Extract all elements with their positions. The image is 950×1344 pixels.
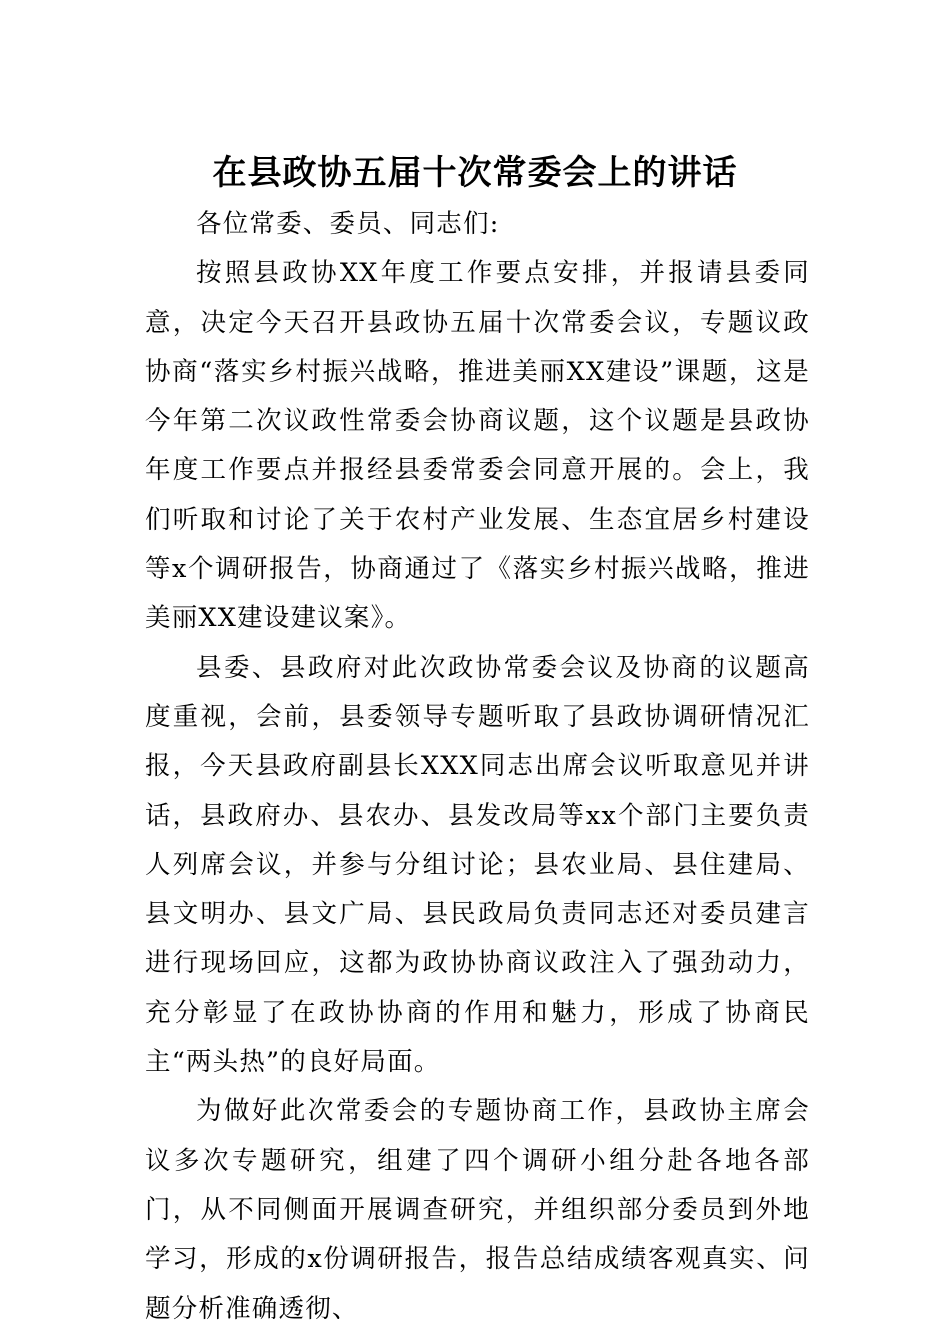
salutation-paragraph: 各位常委、委员、同志们: <box>196 209 500 239</box>
body-paragraph: 为做好此次常委会的专题协商工作，县政协主席会议多次专题研究，组建了四个调研小组分赴各地各部门，从不同侧面开展调查研究，并组织部分委员到外地学习，形成的x份调研报告，报告总结成绩客观真实、问题分析准确透彻、 <box>145 1096 810 1324</box>
body-paragraph: 县委、县政府对此次政协常委会议及协商的议题高度重视，会前，县委领导专题听取了县政协调研情况汇报，今天县政府副县长XXX同志出席会议听取意见并讲话，县政府办、县农办、县发改局等xx个部门主要负责人列席会议，并参与分组讨论；县农业局、县住建局、县文明办、县文广局、县民政局负责同志还对委员建言进行现场回应，这都为政协协商议政注入了强劲动力，充分彰显了在政协协商的作用和魅力，形成了协商民主“两头热”的良好局面。 <box>145 652 810 1078</box>
body-paragraph: 按照县政协XX年度工作要点安排，并报请县委同意，决定今天召开县政协五届十次常委会议，专题议政协商“落实乡村振兴战略，推进美丽XX建设”课题，这是今年第二次议政性常委会协商议题，这个议题是县政协年度工作要点并报经县委常委会同意开展的。会上，我们听取和讨论了关于农村产业发展、生态宜居乡村建设等x个调研报告，协商通过了《落实乡村振兴战略，推进美丽XX建设建议案》。 <box>145 258 810 634</box>
document-title: 在县政协五届十次常委会上的讲话 <box>212 153 738 193</box>
document-body <box>145 200 810 1334</box>
